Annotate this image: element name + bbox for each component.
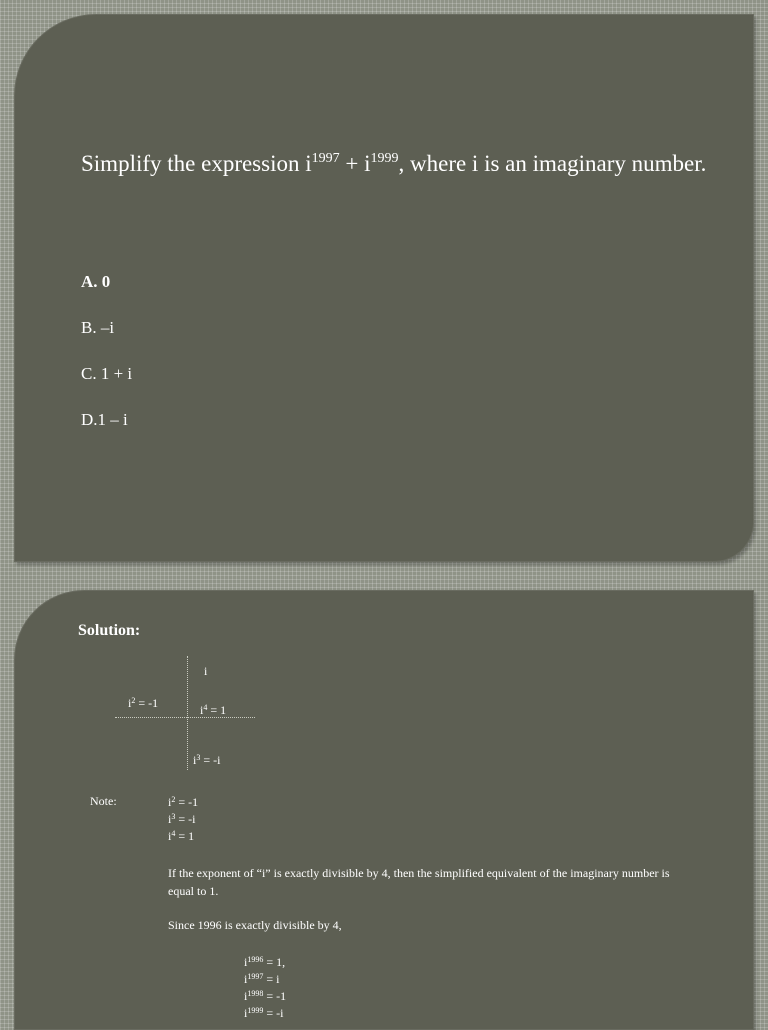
- choice-a: A. 0: [81, 272, 111, 291]
- power-line: $i^{1998} = -1$: [244, 989, 287, 1003]
- solution-slide: [14, 590, 754, 1030]
- note-line: $i^4 = 1$: [168, 829, 195, 843]
- note-line: $i^2 = -1$: [168, 795, 199, 809]
- question-slide: [14, 14, 754, 562]
- exponent-1999: 1999: [370, 151, 399, 166]
- note-line: $i^3 = -i$: [168, 812, 196, 826]
- power-line: $i^{1999} = -i$: [244, 1006, 284, 1020]
- diagram-bottom-label: $i^3 = -i$: [193, 753, 221, 767]
- diagram-vertical-axis: [187, 656, 188, 770]
- choice-c: C. 1 + i: [81, 364, 133, 383]
- exponent-1997: 1997: [311, 151, 340, 166]
- diagram-top-label: i: [204, 664, 208, 678]
- question-text: Simplify the expression $i^{1997} + i^{1999}$, where i is an imaginary number.: [81, 151, 707, 176]
- power-line: $i^{1996} = 1$,: [244, 955, 286, 969]
- since-paragraph: Since 1996 is exactly divisible by 4,: [168, 918, 342, 932]
- divisibility-paragraph: If the exponent of “i” is exactly divisible by 4, then the simplified equivalent of the imaginary number is equal to 1.: [168, 866, 670, 898]
- diagram-horizontal-axis: [115, 717, 255, 718]
- power-line: $i^{1997} = i$: [244, 972, 280, 986]
- diagram-right-label: $i^4 = 1$: [200, 703, 227, 717]
- note-label: Note:: [90, 794, 117, 808]
- note-lines: [168, 794, 198, 845]
- choice-b: B. –i: [81, 318, 115, 337]
- powers-list: [244, 954, 286, 1022]
- choice-d: D.1 – i: [81, 410, 128, 429]
- solution-title: Solution:: [78, 622, 141, 639]
- diagram-left-label: $i^2 = -1$: [128, 696, 159, 710]
